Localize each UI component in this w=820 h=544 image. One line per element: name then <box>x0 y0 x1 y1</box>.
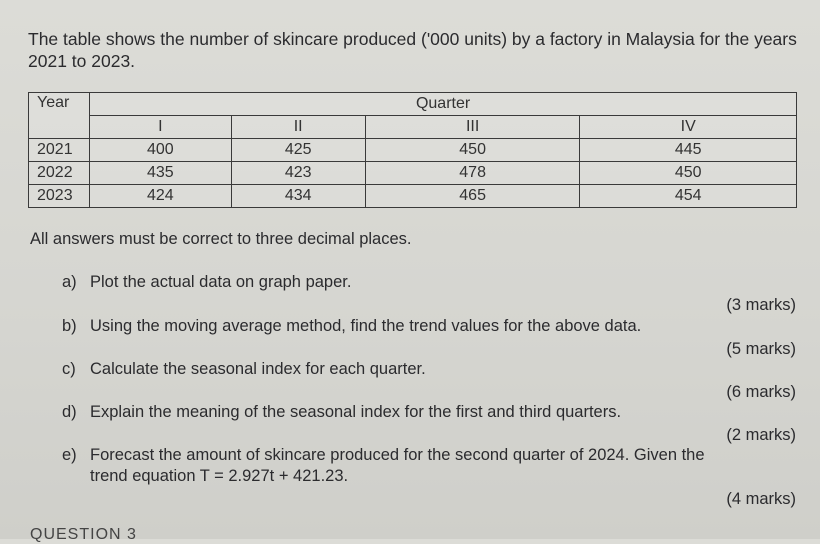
question-text: Forecast the amount of skincare produced for the second quarter of 2024. Given the <box>90 446 705 464</box>
value-cell: 465 <box>365 185 580 208</box>
question-text: Explain the meaning of the seasonal index for the first and third quarters. <box>90 403 622 421</box>
table-row <box>29 139 797 162</box>
value-cell: 445 <box>580 139 797 162</box>
value-cell: 454 <box>580 185 797 208</box>
production-table <box>28 92 797 208</box>
question-text-continued: trend equation T = 2.927t + 421.23. <box>90 467 349 485</box>
question-text: Calculate the seasonal index for each quarter. <box>90 360 426 378</box>
table-header-row <box>29 93 797 116</box>
value-cell: 425 <box>231 139 365 162</box>
table-row <box>29 162 797 185</box>
question-letter: e) <box>62 446 77 464</box>
value-cell: 478 <box>365 162 580 185</box>
next-question-heading: QUESTION 3 <box>30 526 137 543</box>
question-letter: c) <box>62 360 76 378</box>
marks-b: (5 marks) <box>726 340 796 358</box>
quarter-label: IV <box>580 116 797 139</box>
question-letter: a) <box>62 273 77 291</box>
value-cell: 400 <box>90 139 231 162</box>
quarter-label: I <box>90 116 231 139</box>
year-header: Year <box>29 93 90 139</box>
marks-d: (2 marks) <box>726 426 796 444</box>
value-cell: 450 <box>365 139 580 162</box>
question-letter: b) <box>62 317 77 335</box>
quarter-label: III <box>365 116 580 139</box>
year-cell: 2021 <box>29 139 90 162</box>
question-text: Plot the actual data on graph paper. <box>90 273 352 291</box>
quarter-label: II <box>231 116 365 139</box>
intro-paragraph: The table shows the number of skincare produced ('000 units) by a factory in Malaysia for the years 2021 to 2023. <box>28 29 797 71</box>
quarter-header: Quarter <box>90 93 797 116</box>
value-cell: 424 <box>90 185 231 208</box>
instruction-note: All answers must be correct to three decimal places. <box>30 230 412 248</box>
quarter-labels-row <box>29 116 797 139</box>
table-row <box>29 185 797 208</box>
value-cell: 450 <box>580 162 797 185</box>
value-cell: 435 <box>90 162 231 185</box>
marks-e: (4 marks) <box>726 490 796 508</box>
value-cell: 423 <box>231 162 365 185</box>
year-cell: 2023 <box>29 185 90 208</box>
marks-a: (3 marks) <box>726 296 796 314</box>
question-letter: d) <box>62 403 77 421</box>
marks-c: (6 marks) <box>726 383 796 401</box>
value-cell: 434 <box>231 185 365 208</box>
question-text: Using the moving average method, find the trend values for the above data. <box>90 317 642 335</box>
year-cell: 2022 <box>29 162 90 185</box>
